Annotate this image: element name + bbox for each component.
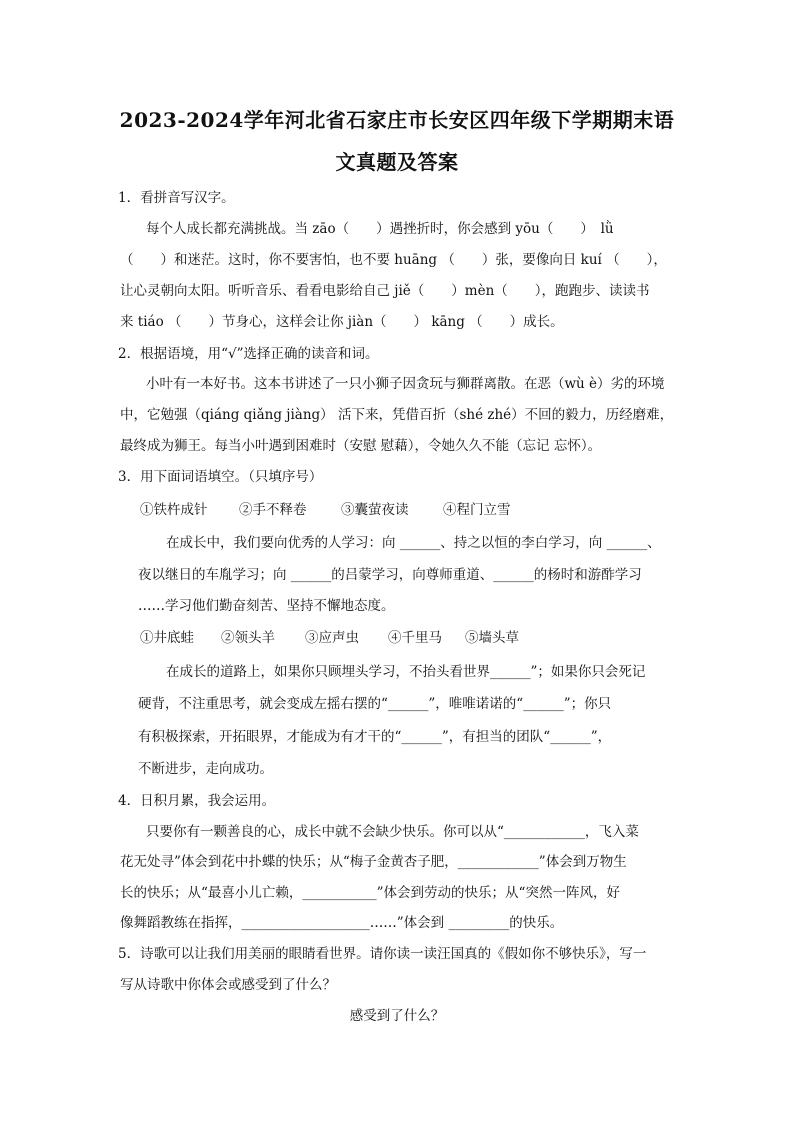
question-2-line: 中，它勉强（qiáng qiǎng jiàng） 活下来，凭借百折（shé zhé）不回的毅力，历经磨难， [120, 407, 674, 423]
question-1-line: （ ）和迷茫。这时，你不要害怕，也不要 huāng （ ）张，要像向日 kuí （ ）， [120, 252, 667, 268]
question-3-heading: 3．用下面词语填空。（只填序号） [118, 469, 323, 485]
question-3-paragraph-b-line: 不断进步，走向成功。 [138, 761, 273, 777]
question-1-line: 来 tiáo （ ）节身心，这样会让你 jiàn（ ） kāng （ ）成长。 [120, 314, 564, 330]
option-item: ①井底蛙 [140, 630, 194, 646]
question-3-paragraph-b-line: 有积极探索，开拓眼界，才能成为有才干的“______”，有担当的团队“______”， [138, 729, 612, 745]
question-2-line: 最终成为狮王。每当小叶遇到困难时（安慰 慰藉），令她久久不能（忘记 忘怀）。 [120, 438, 602, 454]
question-1-line: 每个人成长都充满挑战。当 zāo（ ）遇挫折时，你会感到 yōu（ ） lǜ [146, 221, 614, 237]
option-item: ②手不释卷 [239, 502, 307, 518]
question-3-paragraph-a-line: ……学习他们勤奋刻苦、坚持不懈地态度。 [138, 598, 395, 614]
question-4-heading: 4．日积月累，我会运用。 [118, 793, 276, 809]
question-3-paragraph-b-line: 在成长的道路上，如果你只顾埋头学习，不抬头看世界______”；如果你只会死记 [166, 664, 646, 680]
question-1-line: 让心灵朝向太阳。听听音乐、看看电影给自己 jiě（ ）mèn（ ），跑跑步、读读书 [120, 283, 650, 299]
question-2-heading: 2．根据语境，用“√”选择正确的读音和词。 [118, 346, 379, 362]
question-5-line: 5．诗歌可以让我们用美丽的眼睛看世界。请你读一读汪国真的《假如你不够快乐》，写一 [118, 946, 647, 962]
question-4-line: 长的快乐；从“最喜小儿亡赖，___________”体会到劳动的快乐；从“突然一阵风，好 [120, 885, 620, 901]
option-item: ⑤墙头草 [465, 630, 519, 646]
question-1-heading: 1．看拼音写汉字。 [118, 190, 235, 206]
question-5-centered-heading: 感受到了什么？ [349, 1008, 445, 1024]
option-item: ③囊萤夜读 [341, 502, 409, 518]
question-3-paragraph-b-line: 硬背，不注重思考，就会变成左摇右摆的“______”，唯唯诺诺的“______”；你只 [138, 696, 612, 712]
page-title-line-2: 文真题及答案 [335, 150, 459, 174]
option-item: ③应声虫 [305, 630, 359, 646]
option-item: ④程门立雪 [443, 502, 511, 518]
option-item: ②领头羊 [221, 630, 275, 646]
question-4-line: 像舞蹈教练在指挥，___________________……”体会到 _________的快乐。 [120, 915, 564, 931]
question-5-line: 写从诗歌中你体会或感受到了什么？ [120, 977, 336, 993]
question-2-line: 小叶有一本好书。这本书讲述了一只小狮子因贪玩与狮群离散。在恶（wù è）劣的环境 [146, 376, 665, 392]
question-4-line: 花无处寻”体会到花中扑蝶的快乐；从“梅子金黄杏子肥，____________”体会到万物生 [120, 854, 627, 870]
option-item: ④千里马 [388, 630, 442, 646]
page-title-line-1: 2023-2024学年河北省石家庄市长安区四年级下学期期末语 [119, 108, 675, 132]
option-item: ①铁杵成针 [140, 502, 208, 518]
question-3-paragraph-a-line: 夜以继日的车胤学习；向 ______的吕蒙学习，向尊师重道、______的杨时和游酢学习 [138, 567, 642, 583]
question-4-line: 只要你有一颗善良的心，成长中就不会缺少快乐。你可以从“____________，飞入菜 [146, 824, 639, 840]
question-3-paragraph-a-line: 在成长中，我们要向优秀的人学习：向 ______、持之以恒的李白学习，向 ______、 [166, 535, 661, 551]
